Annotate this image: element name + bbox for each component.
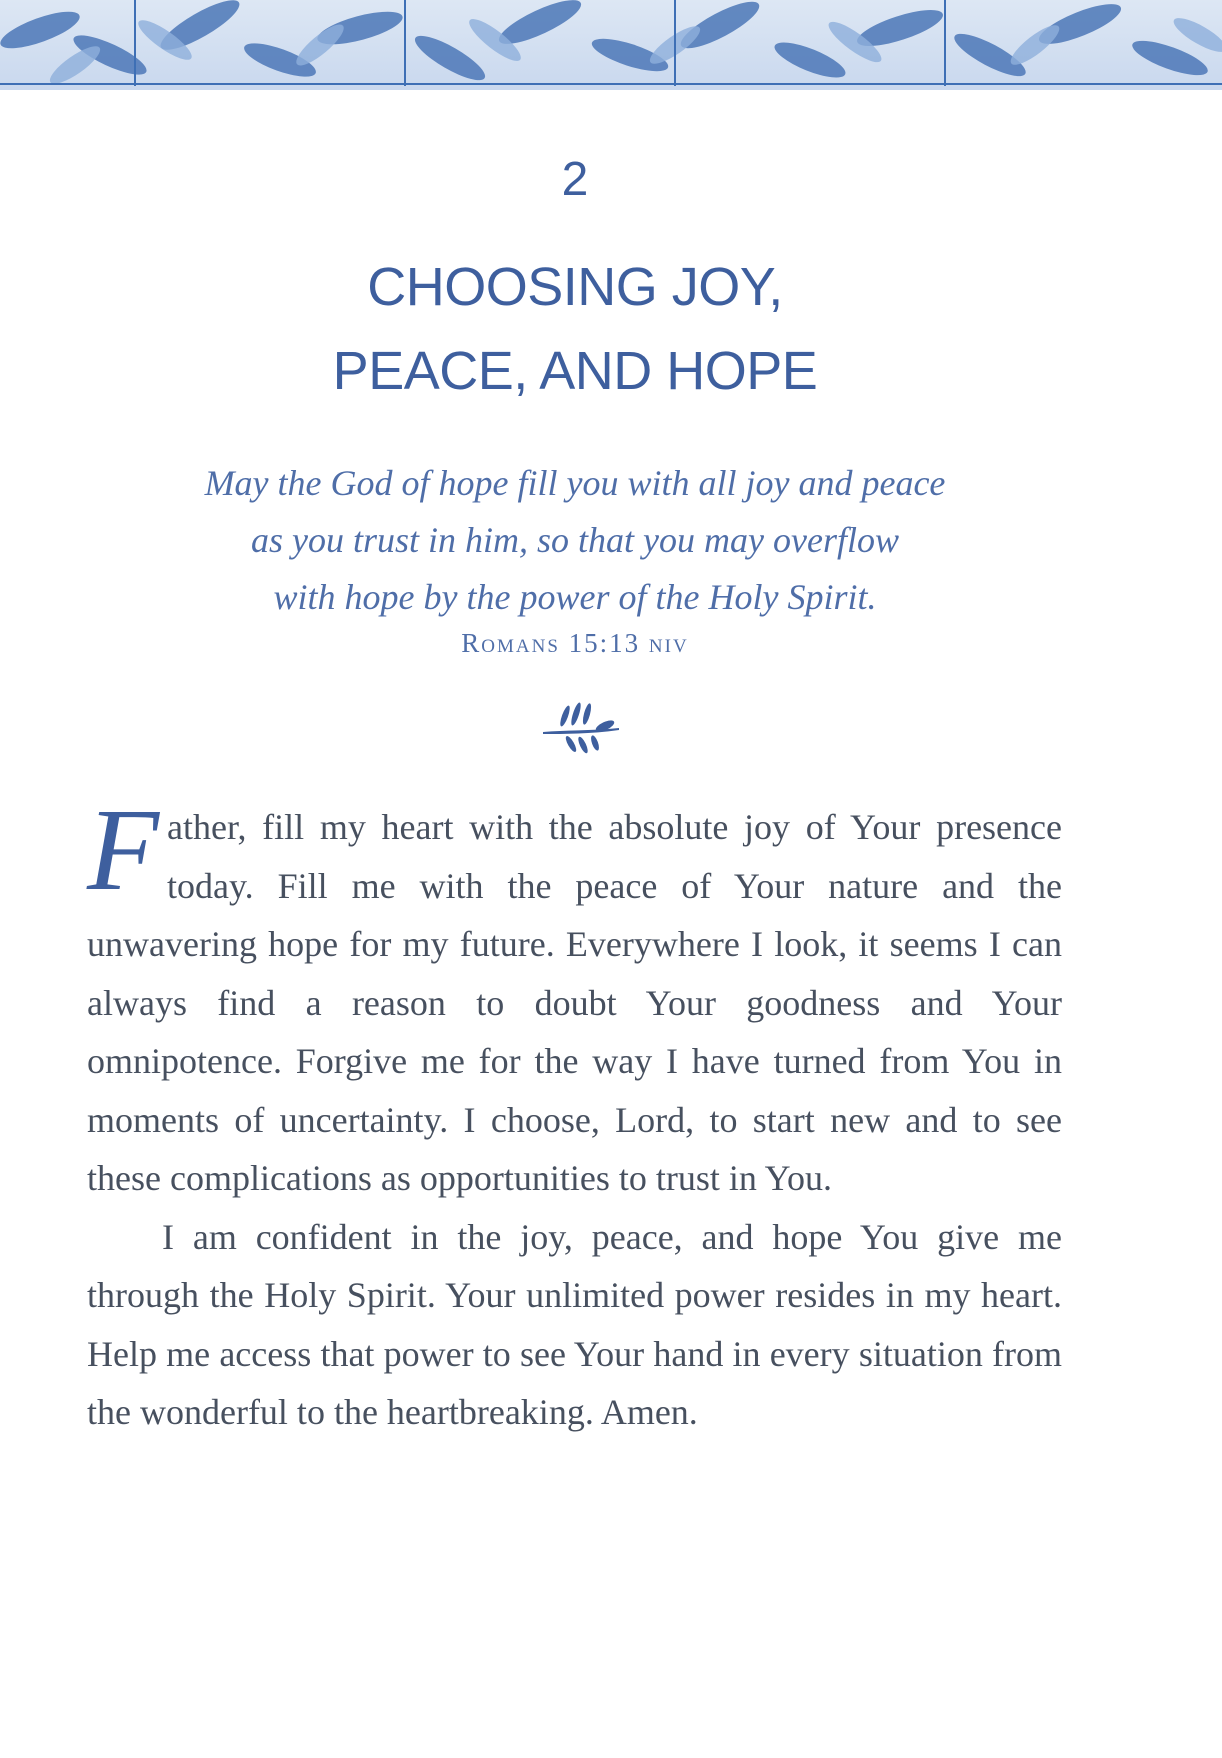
verse-line: with hope by the power of the Holy Spirit.: [273, 577, 877, 617]
leaf-pattern-banner: [0, 0, 1222, 90]
scripture-reference: Romans 15:13 niv: [461, 628, 689, 658]
verse-line: as you trust in him, so that you may overflow: [251, 520, 899, 560]
prayer-paragraph-text: ather, fill my heart with the absolute joy of Your presence today. Fill me with the peace of Your nature and the unwavering hope for my future. Everywhere I look, it seems I can always find a reason to doubt Your goodness and Your omnipotence. Forgive me for the way I have turned from You in moments of uncertainty. I choose, Lord, to start new and to see these complications as opportunities to trust in You.: [87, 807, 1062, 1198]
chapter-number: 2: [561, 153, 589, 206]
leaf-pattern-icon: [0, 0, 1222, 90]
prayer-paragraph: [87, 784, 1062, 1208]
prayer-text: [87, 784, 1062, 1442]
drop-cap: F: [87, 784, 160, 915]
chapter-title: [0, 245, 1150, 413]
verse-line: May the God of hope fill you with all joy and peace: [204, 463, 946, 503]
prayer-paragraph: I am confident in the joy, peace, and hope You give me through the Holy Spirit. Your unlimited power resides in my heart. Help me access that power to see Your hand in every situation from the wonderful to the heartbreaking. Amen.: [87, 1216, 1062, 1432]
chapter-title-line: PEACE, AND HOPE: [332, 341, 818, 401]
scripture-verse: [0, 455, 1150, 626]
chapter-title-line: CHOOSING JOY,: [367, 257, 783, 317]
leaf-sprig-icon: [535, 700, 625, 760]
